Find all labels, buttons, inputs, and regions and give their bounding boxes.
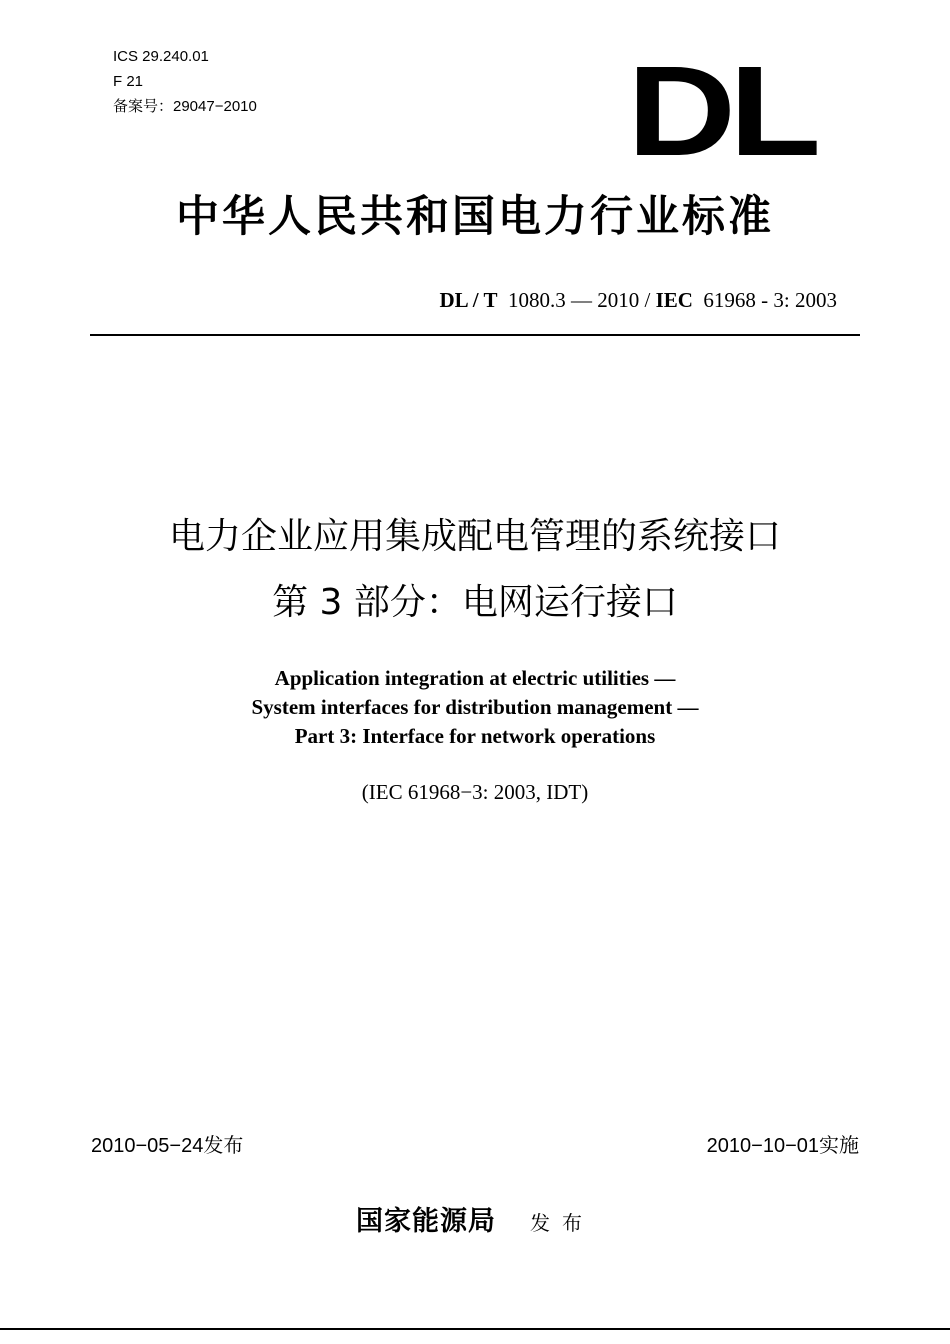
header-divider	[90, 334, 860, 336]
implementation-date: 2010−10−01实施	[706, 1135, 859, 1157]
dl-logo: DL	[627, 40, 815, 183]
issuer-verb: 发布	[530, 1211, 594, 1235]
standard-number	[439, 285, 837, 315]
header-meta	[113, 44, 257, 119]
iec-code: 61968 - 3: 2003	[703, 288, 837, 312]
organization-title: 中华人民共和国电力行业标准	[176, 192, 774, 242]
english-title-line-3: Part 3: Interface for network operations	[294, 724, 656, 748]
chinese-title-line-2: 第 3 部分：电网运行接口	[272, 582, 678, 623]
issue-date: 2010−05−24发布	[91, 1135, 244, 1157]
filing-number: 备案号：29047−2010	[113, 98, 257, 115]
english-title-line-2: System interfaces for distribution management —	[251, 695, 699, 719]
iec-prefix: IEC	[655, 288, 693, 312]
standard-prefix: DL / T	[439, 288, 498, 312]
ics-code: ICS 29.240.01	[113, 48, 209, 65]
iec-equivalence: (IEC 61968−3: 2003, IDT)	[361, 780, 589, 804]
chinese-title-line-1: 电力企业应用集成配电管理的系统接口	[168, 516, 781, 557]
page-bottom-edge	[0, 1328, 950, 1330]
issuer	[0, 1202, 950, 1243]
english-title-line-1: Application integration at electric utilities —	[274, 666, 676, 690]
standard-separator: /	[639, 288, 656, 312]
standard-code: 1080.3 — 2010	[507, 288, 640, 312]
classification-code: F 21	[113, 73, 144, 90]
issuer-name: 国家能源局	[356, 1206, 496, 1237]
